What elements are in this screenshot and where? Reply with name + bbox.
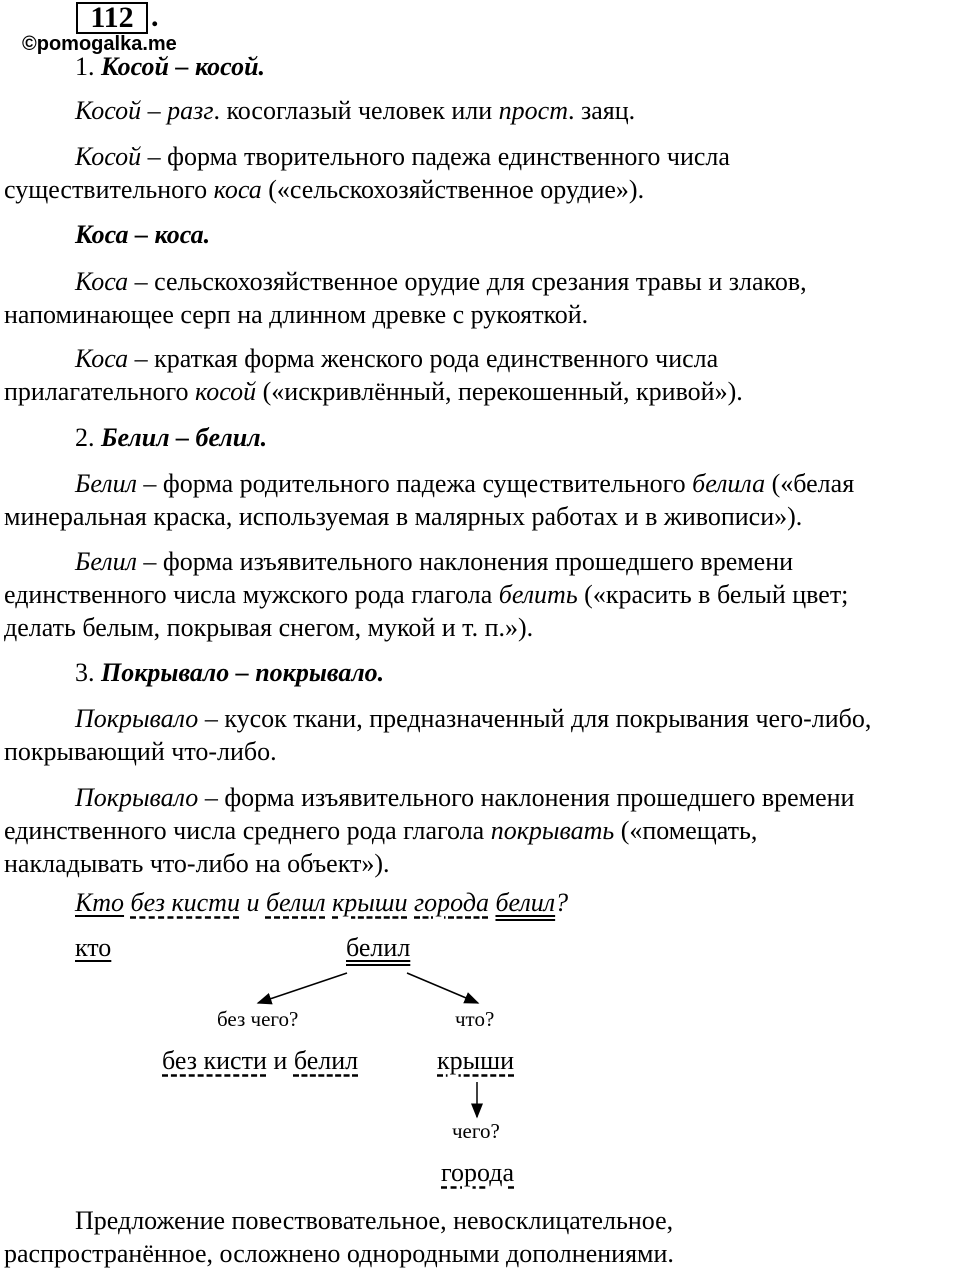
- sentence-subject: Кто: [75, 888, 125, 917]
- section-3-heading: 3. Покрывало – покрывало.: [75, 658, 385, 687]
- sentence-object-4: города: [414, 888, 489, 917]
- question-bez-chego: без чего?: [217, 1007, 299, 1031]
- paragraph-pokryvalo-2: Покрывало – форма изъявительного наклонения прошедшего времени единственного числа среднего рода глагола покрывать («помещать, накладывать что-либо на объект»).: [4, 783, 855, 878]
- exercise-number-text: 112: [90, 1, 134, 34]
- section-1b-heading: Коса – коса.: [75, 220, 211, 249]
- diagram-object-4: города: [441, 1158, 515, 1187]
- diagram-object-3: крыши: [437, 1046, 515, 1075]
- analysed-sentence: Кто без кисти и белил крыши города белил?: [75, 888, 569, 917]
- paragraph-belil-1: Белил – форма родительного падежа существительного белила («белая минеральная краска, используемая в малярных работах и в живописи»).: [4, 469, 855, 531]
- diagram-object-1: без кисти: [162, 1046, 267, 1075]
- diagram-predicate: белил: [346, 933, 411, 962]
- sentence-object-1: без кисти: [130, 888, 240, 917]
- sentence-object-2: белил: [265, 888, 326, 917]
- exercise-number: [76, 2, 148, 34]
- diagram-homogeneous-objects: [162, 1046, 358, 1076]
- diagram-subject: кто: [75, 933, 112, 962]
- section-2-heading: 2. Белил – белил.: [75, 423, 268, 452]
- sentence-predicate: белил: [495, 888, 556, 917]
- diagram-conjunction: и: [273, 1046, 288, 1075]
- paragraph-belil-2: Белил – форма изъявительного наклонения прошедшего времени единственного числа мужского рода глагола белить («красить в белый цвет; делать белым, покрывая снегом, мукой и т. п.»).: [4, 547, 849, 642]
- section-1-heading: 1. Косой – косой.: [75, 52, 266, 81]
- conclusion-paragraph: Предложение повествовательное, невосклицательное, распространённое, осложнено однородными дополнениями.: [4, 1206, 674, 1268]
- sentence-conjunction: и: [246, 888, 260, 917]
- question-chto: что?: [455, 1007, 495, 1031]
- paragraph-kosoy-2: Косой – форма творительного падежа единственного числа существительного коса («сельскохозяйственное орудие»).: [4, 142, 730, 204]
- paragraph-kosoy-1: Косой – разг. косоглазый человек или прост. заяц.: [75, 96, 636, 125]
- question-chego: чего?: [452, 1119, 500, 1143]
- arrow-to-chto: [407, 973, 478, 1003]
- paragraph-kosa-2: Коса – краткая форма женского рода единственного числа прилагательного косой («искривлённый, перекошенный, кривой»).: [4, 344, 743, 406]
- paragraph-pokryvalo-1: Покрывало – кусок ткани, предназначенный для покрывания чего-либо, покрывающий что-либо.: [4, 704, 872, 766]
- exercise-number-dot: .: [151, 0, 159, 33]
- paragraph-kosa-1: Коса – сельскохозяйственное орудие для срезания травы и злаков, напоминающее серп на длинном древке с рукояткой.: [4, 267, 807, 329]
- sentence-object-3: крыши: [332, 888, 408, 917]
- watermark: ©pomogalka.me: [22, 33, 177, 55]
- arrow-to-bez-chego: [258, 973, 347, 1003]
- diagram-object-2: белил: [293, 1046, 359, 1075]
